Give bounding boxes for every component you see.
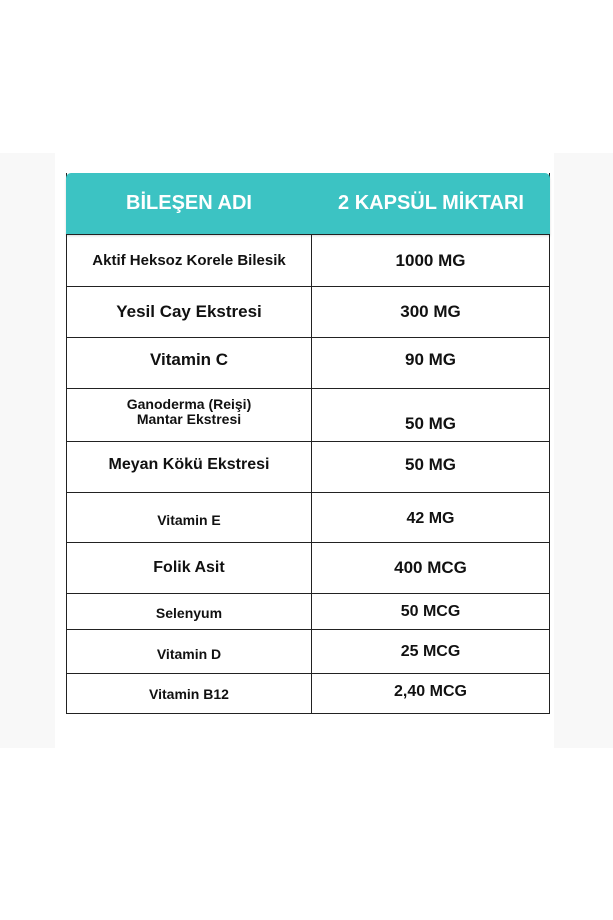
- ingredient-amount: 50 MCG: [400, 602, 461, 620]
- header-ingredient-name: BİLEŞEN ADI: [126, 192, 252, 214]
- table-row: [67, 286, 549, 337]
- table-row: [67, 388, 549, 441]
- ingredient-amount: 300 MG: [400, 302, 461, 321]
- ingredient-name: Vitamin B12: [67, 674, 312, 713]
- table-row: [67, 492, 549, 542]
- header-capsule-amount: 2 KAPSÜL MİKTARI: [338, 192, 524, 214]
- ingredient-name: Vitamin D: [67, 630, 312, 673]
- ingredient-amount: 400 MCG: [394, 558, 467, 577]
- ingredient-name: Aktif Heksoz Korele Bilesik: [67, 235, 312, 286]
- table-row: [67, 441, 549, 492]
- table-row: [67, 234, 549, 286]
- ingredient-amount: 42 MG: [406, 509, 455, 527]
- ingredient-name-line2: Mantar Ekstresi: [136, 411, 242, 427]
- table-row: [67, 337, 549, 388]
- ingredient-name: Vitamin E: [67, 493, 312, 542]
- table-row: [67, 542, 549, 593]
- table-row: [67, 629, 549, 673]
- ingredient-amount: 25 MCG: [400, 642, 461, 660]
- ingredient-name: Folik Asit: [67, 543, 312, 593]
- ingredient-name: Meyan Kökü Ekstresi: [67, 442, 312, 492]
- ingredient-amount: 90 MG: [404, 350, 457, 369]
- table-row: [67, 673, 549, 713]
- ingredient-amount: 1000 MG: [395, 250, 466, 270]
- ingredient-name-line1: Ganoderma (Reişi): [126, 396, 252, 412]
- ingredients-table: [66, 173, 550, 714]
- table-row: [67, 593, 549, 629]
- ingredient-amount: 2,40 MCG: [394, 683, 467, 700]
- ingredient-name: [67, 389, 312, 441]
- ingredient-amount: 50 MG: [404, 455, 457, 474]
- ingredient-name: Vitamin C: [67, 338, 312, 388]
- table-header: [66, 173, 550, 234]
- ingredient-amount: 50 MG: [404, 414, 457, 433]
- ingredient-name: Selenyum: [67, 594, 312, 629]
- ingredient-name: Yesil Cay Ekstresi: [67, 287, 312, 337]
